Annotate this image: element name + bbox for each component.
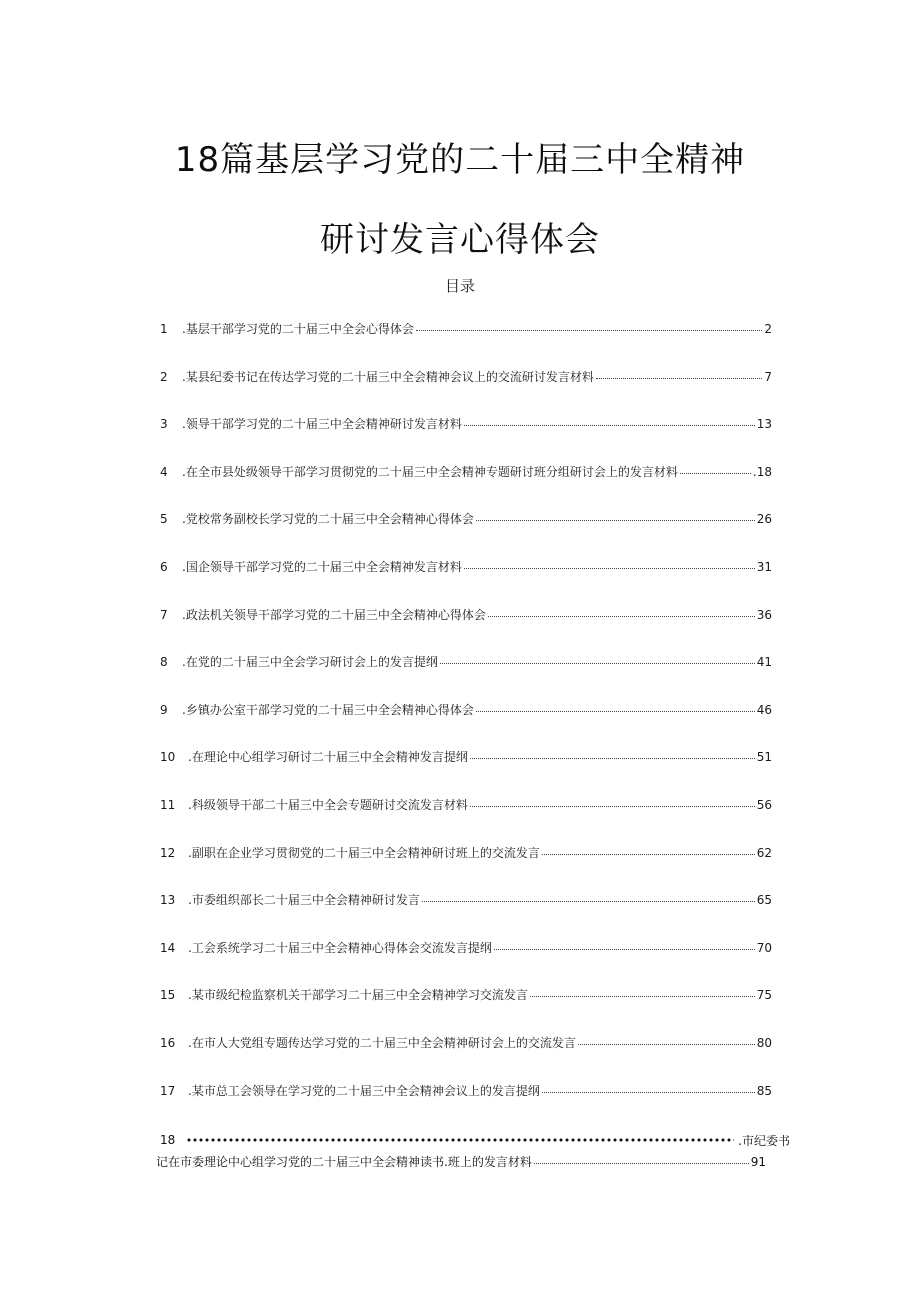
- toc-entry-1[interactable]: [160, 320, 772, 344]
- toc-leader-dots: [464, 559, 755, 571]
- toc-entry-number: 4: [160, 464, 168, 479]
- toc-leader-dots: [470, 749, 755, 761]
- toc-entry-title: .国企领导干部学习党的二十届三中全会精神发言材料: [182, 560, 462, 574]
- toc-leader-dots: [494, 940, 755, 952]
- toc-entry-title: .基层干部学习党的二十届三中全会心得体会: [182, 322, 414, 336]
- toc-entry-8[interactable]: [160, 653, 772, 677]
- toc-leader-dots: [578, 1035, 755, 1047]
- toc-entry-number: 10: [160, 750, 176, 765]
- toc-entry-number: 13: [160, 893, 176, 908]
- toc-entry-number: 18: [160, 1133, 176, 1147]
- toc-entry-title: .党校常务副校长学习党的二十届三中全会精神心得体会: [182, 512, 474, 527]
- toc-entry-5[interactable]: [160, 510, 772, 534]
- toc-leader-dots: [422, 892, 755, 904]
- toc-entry-title: .工会系统学习二十届三中全会精神心得体会交流发言提纲: [188, 940, 492, 955]
- document-title-line-1: 18篇基层学习党的二十届三中全精神: [174, 140, 746, 180]
- toc-entry-number: 14: [160, 940, 176, 955]
- toc-entry-number: 5: [160, 512, 168, 527]
- toc-leader-dots: [416, 321, 763, 333]
- toc-leader-dots: [596, 369, 763, 381]
- toc-entry-11[interactable]: [160, 796, 772, 820]
- toc-entry-12[interactable]: [160, 844, 772, 868]
- toc-leader-dots: [186, 1137, 734, 1143]
- toc-entry-title: .在理论中心组学习研讨二十届三中全会精神发言提纲: [188, 750, 468, 765]
- toc-entry-page: 62: [756, 845, 772, 860]
- toc-entry-2[interactable]: [160, 368, 772, 392]
- toc-entry-number: 6: [160, 560, 168, 574]
- toc-leader-dots: [470, 797, 755, 809]
- toc-entry-14[interactable]: [160, 939, 772, 963]
- toc-entry-page: 31: [756, 560, 772, 574]
- toc-entry-number: 15: [160, 988, 176, 1003]
- toc-entry-18-first-line[interactable]: [160, 1130, 790, 1150]
- toc-entry-number: 12: [160, 845, 176, 860]
- toc-entry-page: 2: [764, 322, 772, 336]
- toc-entry-page: 51: [756, 750, 772, 765]
- toc-entry-page: 91: [750, 1155, 766, 1169]
- toc-entry-15[interactable]: [160, 986, 772, 1010]
- toc-entry-title: .副职在企业学习贯彻党的二十届三中全会精神研讨班上的交流发言: [188, 845, 540, 860]
- toc-entry-number: 1: [160, 322, 168, 336]
- toc-entry-title: .市委组织部长二十届三中全会精神研讨发言: [188, 893, 420, 908]
- toc-entry-number: 9: [160, 702, 168, 717]
- toc-entry-title: .在党的二十届三中全会学习研讨会上的发言提纲: [182, 655, 438, 670]
- toc-entry-title: .乡镇办公室干部学习党的二十届三中全会精神心得体会: [182, 702, 474, 717]
- toc-entry-page: .18: [752, 464, 772, 479]
- toc-entry-number: 3: [160, 417, 168, 432]
- toc-entry-page: 41: [756, 655, 772, 670]
- toc-entry-title: .在全市县处级领导干部学习贯彻党的二十届三中全会精神专题研讨班分组研讨会上的发言材料: [182, 464, 678, 479]
- toc-leader-dots: [476, 702, 755, 714]
- toc-entry-16[interactable]: [160, 1034, 772, 1058]
- toc-leader-dots: [534, 1154, 749, 1166]
- toc-entry-title: .某市级纪检监察机关干部学习二十届三中全会精神学习交流发言: [188, 988, 528, 1003]
- toc-entry-number: 11: [160, 798, 176, 812]
- toc-entry-page: 85: [756, 1083, 772, 1098]
- toc-entry-page: 26: [756, 512, 772, 527]
- toc-entry-4[interactable]: [160, 463, 772, 487]
- toc-leader-dots: [680, 464, 751, 476]
- toc-entry-title: .领导干部学习党的二十届三中全会精神研讨发言材料: [182, 417, 462, 432]
- toc-entry-number: 17: [160, 1083, 176, 1098]
- toc-entry-page: 65: [756, 893, 772, 908]
- document-title-line-2: 研讨发言心得体会: [320, 220, 600, 260]
- toc-entry-number: 8: [160, 655, 168, 670]
- toc-entry-number: 2: [160, 369, 168, 384]
- toc-entry-page: 46: [756, 702, 772, 717]
- toc-entry-number: 16: [160, 1036, 176, 1050]
- toc-entry-page: 7: [764, 369, 772, 384]
- toc-entry-3[interactable]: [160, 415, 772, 439]
- toc-entry-title: .在市人大党组专题传达学习党的二十届三中全会精神研讨会上的交流发言: [188, 1036, 576, 1050]
- toc-leader-dots: [530, 987, 755, 999]
- toc-leader-dots: [476, 511, 755, 523]
- toc-leader-dots: [464, 416, 755, 428]
- toc-leader-dots: [542, 845, 755, 857]
- toc-leader-dots: [542, 1083, 755, 1095]
- toc-entry-17[interactable]: [160, 1082, 772, 1106]
- toc-entry-title: 记在市委理论中心组学习党的二十届三中全会精神读书.班上的发言材料: [156, 1155, 532, 1169]
- toc-leader-dots: [440, 654, 755, 666]
- toc-entry-title: .某市总工会领导在学习党的二十届三中全会精神会议上的发言提纲: [188, 1083, 540, 1098]
- toc-entry-18-second-line[interactable]: [156, 1153, 766, 1173]
- toc-entry-title: .科级领导干部二十届三中全会专题研讨交流发言材料: [188, 798, 468, 812]
- toc-heading: 目录: [444, 277, 475, 295]
- toc-entry-7[interactable]: [160, 606, 772, 630]
- toc-entry-page: 56: [756, 798, 772, 812]
- toc-entry-page: 80: [756, 1036, 772, 1050]
- toc-leader-dots: [488, 607, 755, 619]
- toc-entry-title: .政法机关领导干部学习党的二十届三中全会精神心得体会: [182, 607, 486, 622]
- toc-entry-9[interactable]: [160, 701, 772, 725]
- toc-entry-13[interactable]: [160, 891, 772, 915]
- toc-entry-page: 70: [756, 940, 772, 955]
- toc-entry-title: .某县纪委书记在传达学习党的二十届三中全会精神会议上的交流研讨发言材料: [182, 369, 594, 384]
- toc-entry-page: 13: [756, 417, 772, 432]
- toc-entry-6[interactable]: [160, 558, 772, 582]
- toc-entry-10[interactable]: [160, 748, 772, 772]
- toc-entry-title: .市纪委书: [738, 1133, 790, 1148]
- toc-entry-page: 36: [756, 607, 772, 622]
- toc-entry-page: 75: [756, 988, 772, 1003]
- toc-entry-number: 7: [160, 607, 168, 622]
